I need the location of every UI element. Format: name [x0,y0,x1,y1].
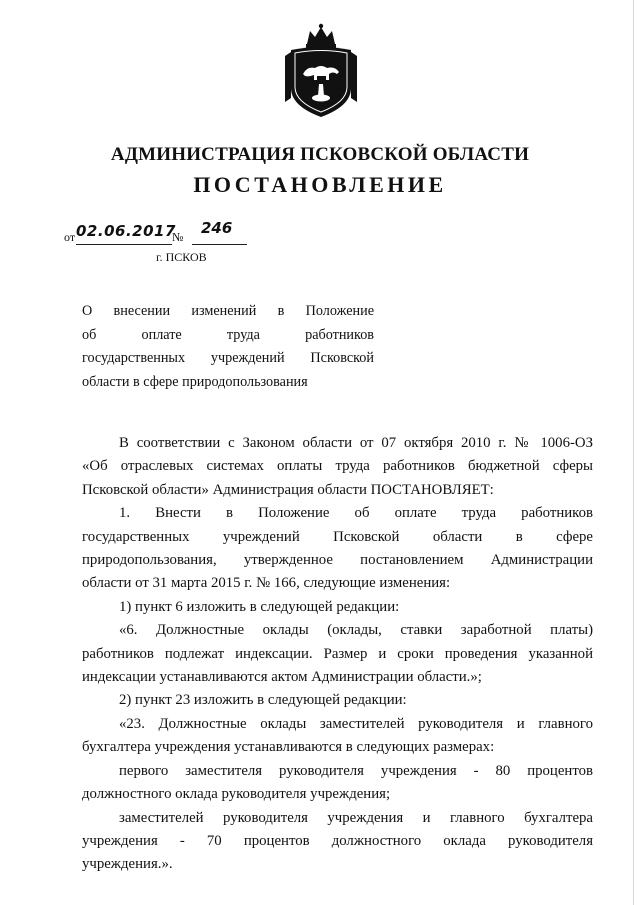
body-line: 1) пункт 6 изложить в следующей редакции: [119,598,400,615]
pskov-coat-of-arms-icon [283,22,359,120]
body-line: бухгалтера учреждения устанавливаются в следующих размерах: [82,739,495,756]
body-line: 2) пункт 23 изложить в следующей редакции: [119,692,407,709]
body-line: 1. Внести в Положение об оплате труда работников [119,505,593,522]
body-line: должностного оклада руководителя учреждения; [82,786,391,803]
body-line: природопользования, утвержденное постановлением Администрации [82,552,593,569]
body-line: первого заместителя руководителя учреждения - 80 процентов [119,762,593,779]
body-line: В соответствии с Законом области от 07 октября 2010 г. № 1006-ОЗ [119,435,593,451]
body-line: государственных учреждений Псковской области в сфере [82,528,593,545]
city-label: г. ПСКОВ [156,250,207,264]
subject-line: О внесении изменений в Положение [82,303,374,319]
handwritten-number: 246 [201,219,233,237]
document-type-title: ПОСТАНОВЛЕНИЕ [193,172,447,197]
document-body [82,432,593,877]
subject-line: государственных учреждений Псковской [82,350,374,366]
body-line: индексации устанавливаются актом Администрации области.»; [82,669,482,686]
body-line: «6. Должностные оклады (оклады, ставки заработной платы) [119,622,593,639]
subject-line: об оплате труда работников [82,326,374,343]
organization-title: АДМИНИСТРАЦИЯ ПСКОВСКОЙ ОБЛАСТИ [110,144,530,165]
scan-edge-line [633,0,634,905]
body-line: «Об отраслевых системах оплаты труда работников бюджетной сферы [82,458,593,475]
subject-line: области в сфере природопользования [82,373,308,390]
document-subject [82,300,374,394]
body-line: учреждения.». [82,856,173,873]
body-line: области от 31 марта 2015 г. № 166, следующие изменения: [82,575,451,592]
body-line: учреждения - 70 процентов должностного оклада руководителя [82,832,593,849]
number-underline [192,244,247,245]
date-underline [76,244,172,245]
body-line: «23. Должностные оклады заместителей руководителя и главного [119,715,593,732]
body-line: работников подлежат индексации. Размер и сроки проведения указанной [82,645,593,662]
number-prefix-label: № [172,230,184,244]
handwritten-date: 02.06.2017 [76,222,176,240]
body-line: Псковской области» Администрация области ПОСТАНОВЛЯЕТ: [82,481,494,498]
date-prefix-label: от [64,230,76,244]
body-line: заместителей руководителя учреждения и главного бухгалтера [119,809,593,826]
